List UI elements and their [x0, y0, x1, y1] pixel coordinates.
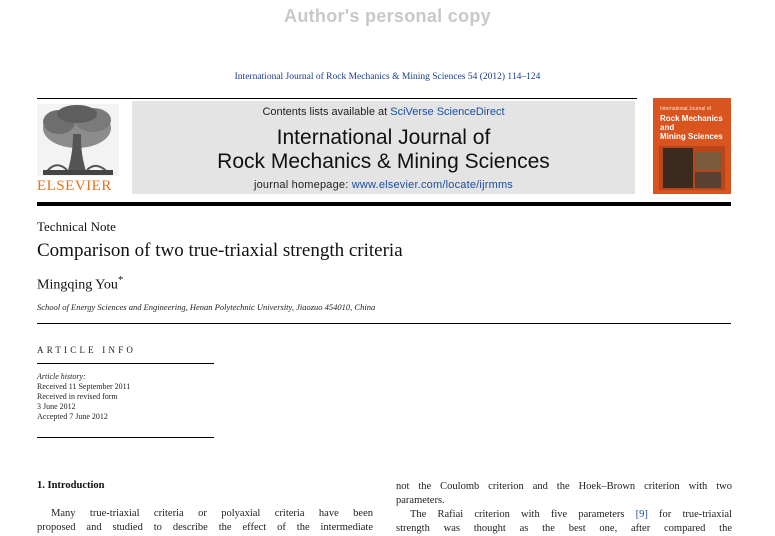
- cover-title-line-3: Mining Sciences: [660, 132, 723, 141]
- cover-photo: [659, 146, 725, 190]
- body-text-line: Many true-triaxial criteria or polyaxial criteria have been: [51, 508, 373, 519]
- homepage-line: [132, 179, 635, 191]
- cover-title-line-1: Rock Mechanics: [660, 114, 723, 123]
- author-affiliation: School of Energy Sciences and Engineering, Henan Polytechnic University, Jiaozuo 454010, China: [37, 302, 376, 312]
- cover-title-line-2: and: [660, 123, 675, 132]
- article-history: [37, 382, 130, 422]
- journal-title-line-1: International Journal of: [276, 126, 491, 149]
- history-label: Article history:: [37, 372, 86, 381]
- history-bottom-rule: [37, 437, 214, 438]
- body-column-left: [37, 507, 373, 535]
- journal-title: [132, 126, 635, 174]
- article-info-heading: ARTICLE INFO: [37, 345, 137, 355]
- body-text-line: not the Coulomb criterion and the Hoek–Brown criterion with two: [396, 481, 732, 492]
- article-info-rule: [37, 363, 214, 364]
- elsevier-wordmark: ELSEVIER: [37, 178, 112, 194]
- article-type: Technical Note: [37, 219, 116, 234]
- body-text-line: strength was thought as the best one, after compared the: [396, 523, 732, 534]
- body-column-right: [396, 480, 732, 536]
- body-text-line: parameters.: [396, 495, 445, 506]
- top-rule: [37, 98, 637, 99]
- sciencedirect-link[interactable]: SciVerse ScienceDirect: [390, 106, 505, 118]
- article-title: Comparison of two true-triaxial strength criteria: [37, 240, 403, 261]
- author-name[interactable]: Mingqing You: [37, 277, 118, 293]
- cover-title: [660, 114, 730, 141]
- history-entry: Accepted 7 June 2012: [37, 412, 108, 421]
- author-line: [37, 274, 123, 294]
- cover-journal-prefix: International Journal of: [660, 106, 711, 112]
- body-text-line: The Rafiai criterion with five parameters [9] for true-triaxial: [410, 509, 732, 520]
- homepage-prefix: journal homepage:: [253, 179, 352, 191]
- affiliation-rule: [37, 323, 731, 324]
- history-entry: Received 11 September 2011: [37, 382, 131, 391]
- section-heading: 1. Introduction: [37, 480, 105, 491]
- header-thick-rule: [37, 202, 731, 206]
- journal-title-line-2: Rock Mechanics & Mining Sciences: [217, 150, 550, 173]
- contents-prefix: Contents lists available at: [262, 106, 391, 118]
- history-entry: Received in revised form: [37, 392, 118, 401]
- reference-link[interactable]: [9]: [635, 509, 648, 520]
- homepage-link[interactable]: www.elsevier.com/locate/ijrmms: [351, 179, 514, 191]
- contents-line: [132, 106, 635, 118]
- history-entry: 3 June 2012: [37, 402, 76, 411]
- body-text-line: proposed and studied to describe the effect of the intermediate: [37, 522, 373, 533]
- corresponding-author-mark[interactable]: *: [117, 274, 124, 286]
- watermark: Author's personal copy: [284, 6, 491, 26]
- journal-citation[interactable]: International Journal of Rock Mechanics & Mining Sciences 54 (2012) 114–124: [234, 72, 541, 82]
